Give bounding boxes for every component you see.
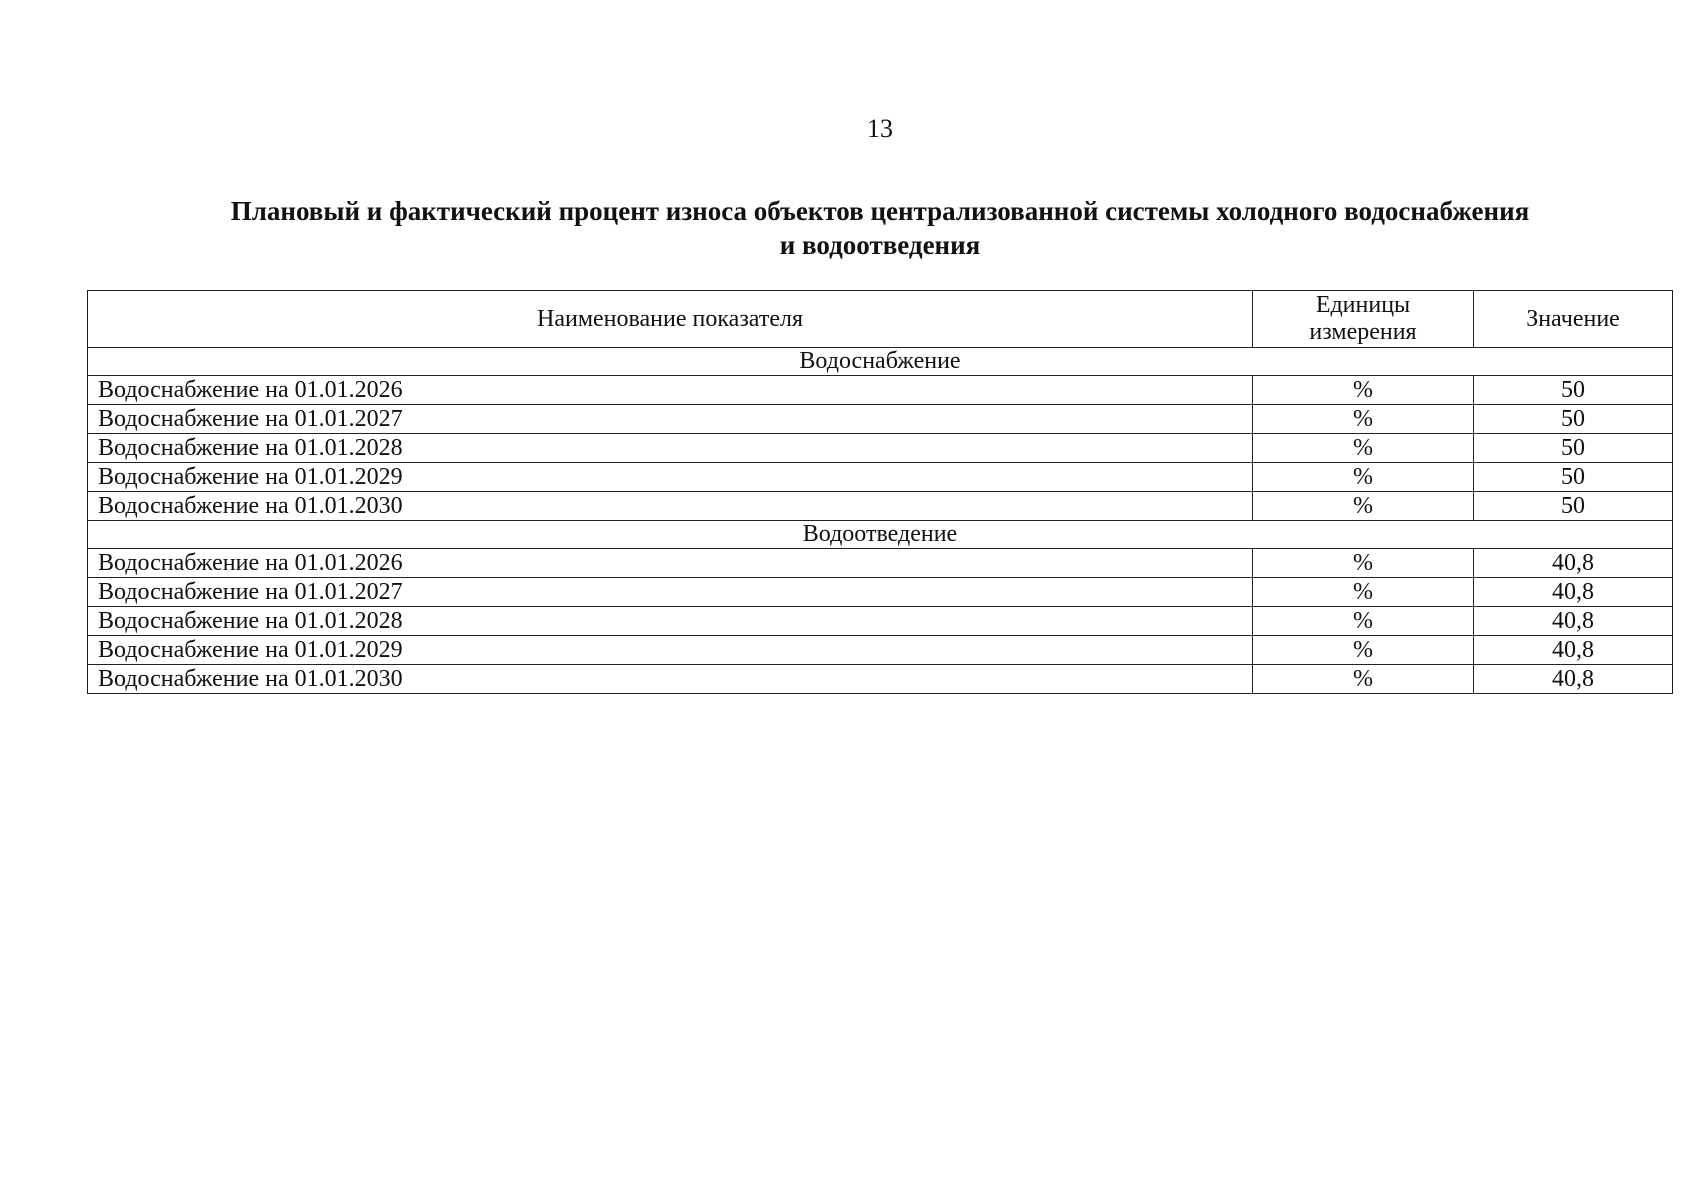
indicators-table <box>87 290 1673 694</box>
table-row <box>88 549 1673 578</box>
table-row <box>88 578 1673 607</box>
table-row <box>88 434 1673 463</box>
indicator-name-cell: Водоснабжение на 01.01.2028 <box>88 607 1253 636</box>
table-row <box>88 665 1673 694</box>
unit-cell: % <box>1253 636 1474 665</box>
indicator-name-cell: Водоснабжение на 01.01.2026 <box>88 376 1253 405</box>
unit-cell: % <box>1253 607 1474 636</box>
unit-cell: % <box>1253 549 1474 578</box>
unit-cell: % <box>1253 463 1474 492</box>
unit-cell: % <box>1253 434 1474 463</box>
document-title <box>140 194 1620 262</box>
header-unit-line-2: измерения <box>1309 319 1417 345</box>
value-cell: 50 <box>1474 434 1673 463</box>
table-row <box>88 492 1673 521</box>
table-row <box>88 405 1673 434</box>
unit-cell: % <box>1253 492 1474 521</box>
value-cell: 40,8 <box>1474 636 1673 665</box>
indicator-name-cell: Водоснабжение на 01.01.2028 <box>88 434 1253 463</box>
indicator-name-cell: Водоснабжение на 01.01.2029 <box>88 463 1253 492</box>
indicator-name-cell: Водоснабжение на 01.01.2027 <box>88 405 1253 434</box>
table-row <box>88 463 1673 492</box>
page-number: 13 <box>867 114 893 143</box>
table-row <box>88 376 1673 405</box>
value-cell: 40,8 <box>1474 549 1673 578</box>
header-value: Значение <box>1474 291 1673 348</box>
value-cell: 50 <box>1474 492 1673 521</box>
header-unit <box>1253 291 1474 348</box>
header-indicator-name: Наименование показателя <box>88 291 1253 348</box>
value-cell: 40,8 <box>1474 607 1673 636</box>
title-line-2: и водоотведения <box>779 230 981 260</box>
section-title: Водоотведение <box>88 521 1673 549</box>
unit-cell: % <box>1253 578 1474 607</box>
table-row <box>88 636 1673 665</box>
value-cell: 50 <box>1474 463 1673 492</box>
value-cell: 40,8 <box>1474 665 1673 694</box>
unit-cell: % <box>1253 665 1474 694</box>
indicator-name-cell: Водоснабжение на 01.01.2030 <box>88 492 1253 521</box>
title-line-1: Плановый и фактический процент износа объектов централизованной системы холодного водоснабжения <box>230 196 1530 226</box>
section-row-wastewater <box>88 521 1673 549</box>
indicator-name-cell: Водоснабжение на 01.01.2027 <box>88 578 1253 607</box>
section-row-water-supply <box>88 348 1673 376</box>
unit-cell: % <box>1253 376 1474 405</box>
section-title: Водоснабжение <box>88 348 1673 376</box>
value-cell: 50 <box>1474 405 1673 434</box>
indicator-name-cell: Водоснабжение на 01.01.2026 <box>88 549 1253 578</box>
indicator-name-cell: Водоснабжение на 01.01.2029 <box>88 636 1253 665</box>
table-header-row <box>88 291 1673 348</box>
unit-cell: % <box>1253 405 1474 434</box>
value-cell: 40,8 <box>1474 578 1673 607</box>
header-unit-line-1: Единицы <box>1315 292 1411 318</box>
table-row <box>88 607 1673 636</box>
indicator-name-cell: Водоснабжение на 01.01.2030 <box>88 665 1253 694</box>
value-cell: 50 <box>1474 376 1673 405</box>
